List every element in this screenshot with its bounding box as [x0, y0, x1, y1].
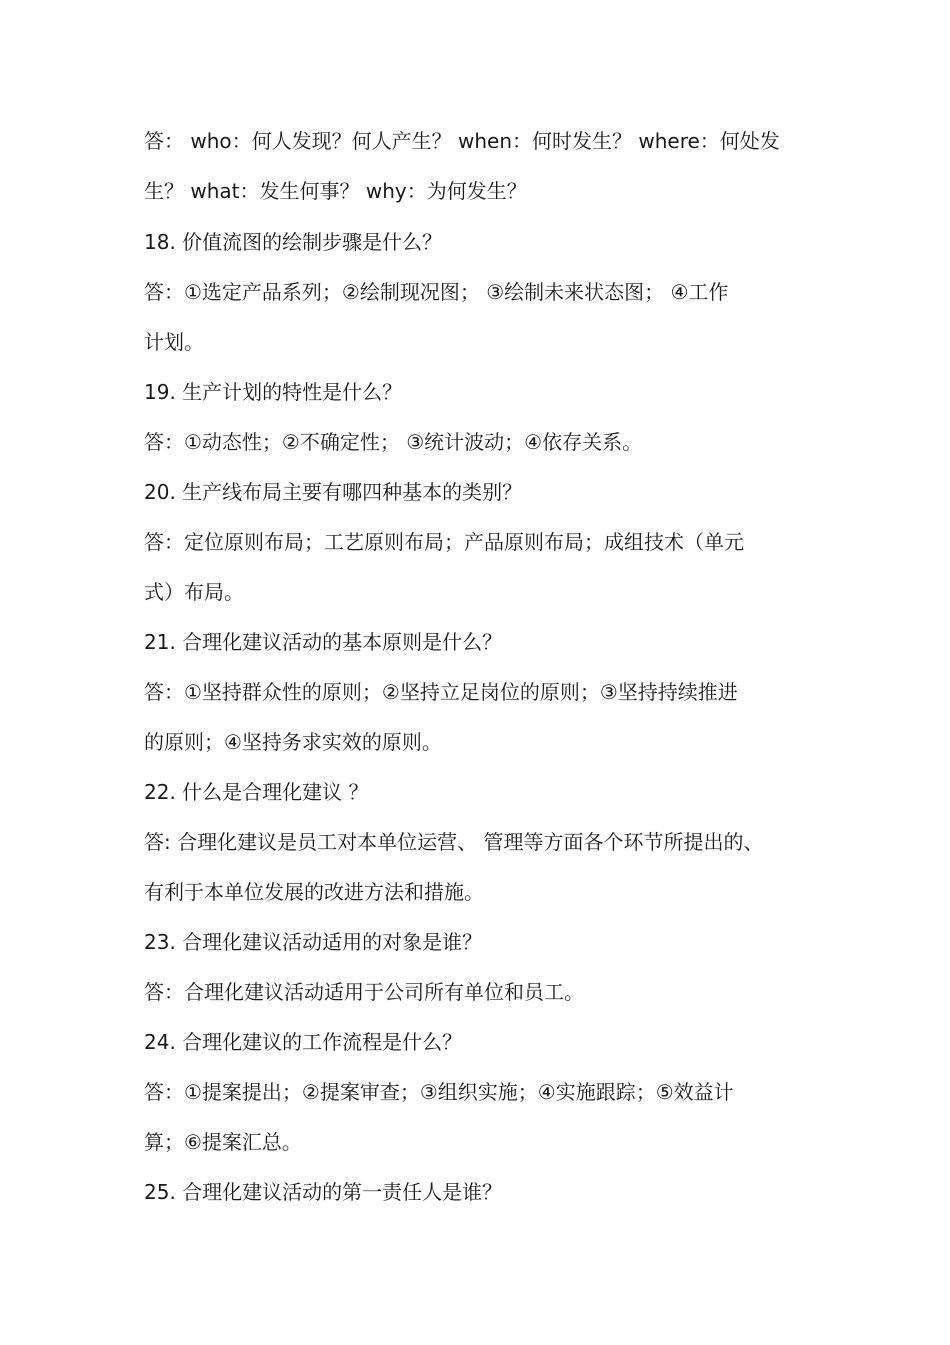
answer-18-part2: 计划。 — [144, 330, 204, 354]
question-22: 22. 什么是合理化建议 ？ — [144, 780, 369, 804]
answer-24-part1: 答：①提案提出；②提案审查；③组织实施；④实施跟踪；⑤效益计 — [144, 1080, 734, 1104]
question-20: 20. 生产线布局主要有哪四种基本的类别？ — [144, 480, 523, 504]
question-19: 19. 生产计划的特性是什么？ — [144, 380, 403, 404]
answer-line-5w-part2: 生？ what：发生何事？ why：为何发生？ — [144, 179, 527, 203]
question-21: 21. 合理化建议活动的基本原则是什么？ — [144, 630, 503, 654]
question-23: 23. 合理化建议活动适用的对象是谁？ — [144, 930, 483, 954]
answer-18-part1: 答：①选定产品系列；②绘制现况图； ③绘制未来状态图； ④工作 — [144, 280, 729, 304]
question-24: 24. 合理化建议的工作流程是什么？ — [144, 1030, 463, 1054]
answer-21-part1: 答：①坚持群众性的原则；②坚持立足岗位的原则；③坚持持续推进 — [144, 680, 738, 704]
question-18: 18. 价值流图的绘制步骤是什么？ — [144, 230, 443, 254]
answer-22-part2: 有利于本单位发展的改进方法和措施。 — [144, 880, 484, 904]
answer-22-part1: 答: 合理化建议是员工对本单位运营、 管理等方面各个环节所提出的、 — [144, 830, 764, 854]
answer-21-part2: 的原则；④坚持务求实效的原则。 — [144, 730, 442, 754]
answer-20-part1: 答：定位原则布局；工艺原则布局；产品原则布局；成组技术（单元 — [144, 530, 744, 554]
question-25: 25. 合理化建议活动的第一责任人是谁？ — [144, 1180, 503, 1204]
answer-24-part2: 算；⑥提案汇总。 — [144, 1130, 302, 1154]
answer-20-part2: 式）布局。 — [144, 580, 244, 604]
answer-line-5w-part1: 答： who：何人发现？何人产生？ when：何时发生？ where：何处发 — [144, 129, 780, 153]
answer-19: 答：①动态性；②不确定性； ③统计波动；④依存关系。 — [144, 430, 643, 454]
answer-23: 答：合理化建议活动适用于公司所有单位和员工。 — [144, 980, 584, 1004]
